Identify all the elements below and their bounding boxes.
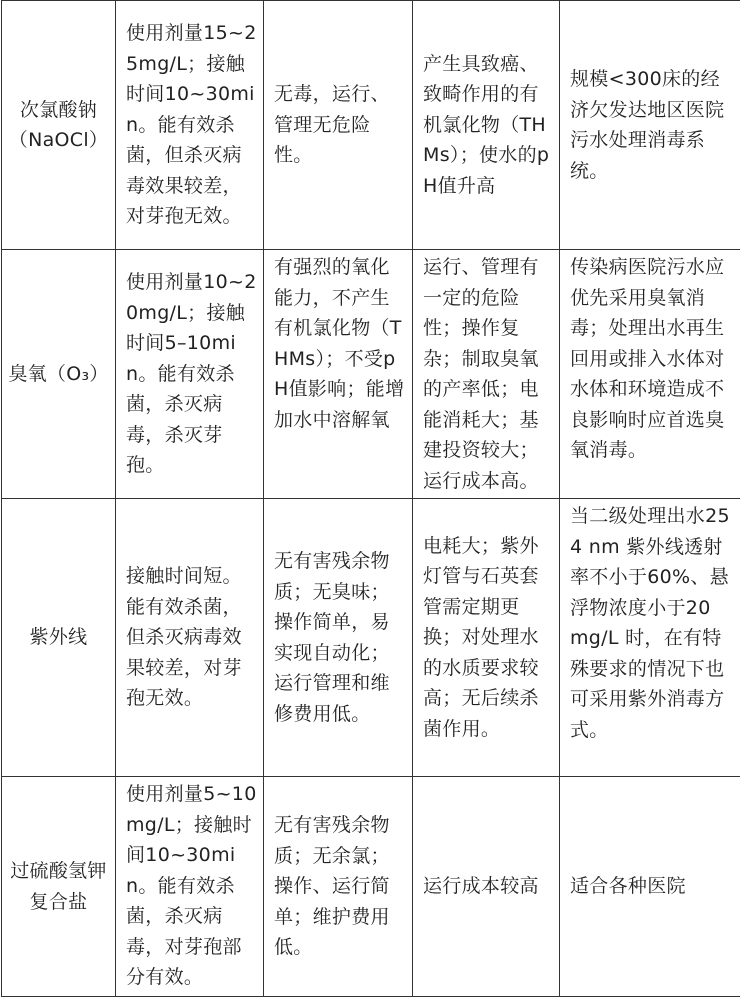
applicability-cell: 规模<300床的经济欠发达地区医院污水处理消毒系统。 xyxy=(560,1,740,250)
dosage-cell: 使用剂量10~20mg/L；接触时间5–10min。能有效杀菌，杀灭病毒，杀灭芽孢。 xyxy=(116,250,264,499)
table-row xyxy=(2,250,740,499)
disadvantages-cell: 产生具致癌、致畸作用的有机氯化物（THMs）；使水的pH值升高 xyxy=(413,1,560,250)
applicability-cell: 当二级处理出水254 nm 紫外线透射率不小于60%、悬浮物浓度小于20 mg/L 时，在有特殊要求的情况下也可采用紫外消毒方式。 xyxy=(560,499,740,777)
applicability-cell: 适合各种医院 xyxy=(560,777,740,997)
agent-cell: 次氯酸钠（NaOCl） xyxy=(2,1,116,250)
advantages-cell: 无毒，运行、管理无危险性。 xyxy=(264,1,413,250)
table-row xyxy=(2,1,740,250)
disadvantages-cell: 运行、管理有一定的危险性；操作复杂；制取臭氧的产率低；电能消耗大；基建投资较大；运行成本高。 xyxy=(413,250,560,499)
agent-cell: 紫外线 xyxy=(2,499,116,777)
agent-cell: 臭氧（O₃） xyxy=(2,250,116,499)
advantages-cell: 无有害残余物质；无臭味；操作简单，易实现自动化；运行管理和维修费用低。 xyxy=(264,499,413,777)
advantages-cell: 有强烈的氧化能力，不产生有机氯化物（THMs）；不受pH值影响；能增加水中溶解氧 xyxy=(264,250,413,499)
advantages-cell: 无有害残余物质；无余氯；操作、运行简单；维护费用低。 xyxy=(264,777,413,997)
table-row xyxy=(2,777,740,997)
table-row xyxy=(2,499,740,777)
applicability-cell: 传染病医院污水应优先采用臭氧消毒；处理出水再生回用或排入水体对水体和环境造成不良影响时应首选臭氧消毒。 xyxy=(560,250,740,499)
disadvantages-cell: 运行成本较高 xyxy=(413,777,560,997)
dosage-cell: 使用剂量15~25mg/L；接触时间10~30min。能有效杀菌，但杀灭病毒效果较差，对芽孢无效。 xyxy=(116,1,264,250)
disinfection-comparison-table xyxy=(1,0,740,997)
agent-cell: 过硫酸氢钾复合盐 xyxy=(2,777,116,997)
dosage-cell: 使用剂量5~10mg/L；接触时间10~30min。能有效杀菌，杀灭病毒，对芽孢部分有效。 xyxy=(116,777,264,997)
dosage-cell: 接触时间短。能有效杀菌，但杀灭病毒效果较差，对芽孢无效。 xyxy=(116,499,264,777)
disadvantages-cell: 电耗大；紫外灯管与石英套管需定期更换；对处理水的水质要求较高；无后续杀菌作用。 xyxy=(413,499,560,777)
